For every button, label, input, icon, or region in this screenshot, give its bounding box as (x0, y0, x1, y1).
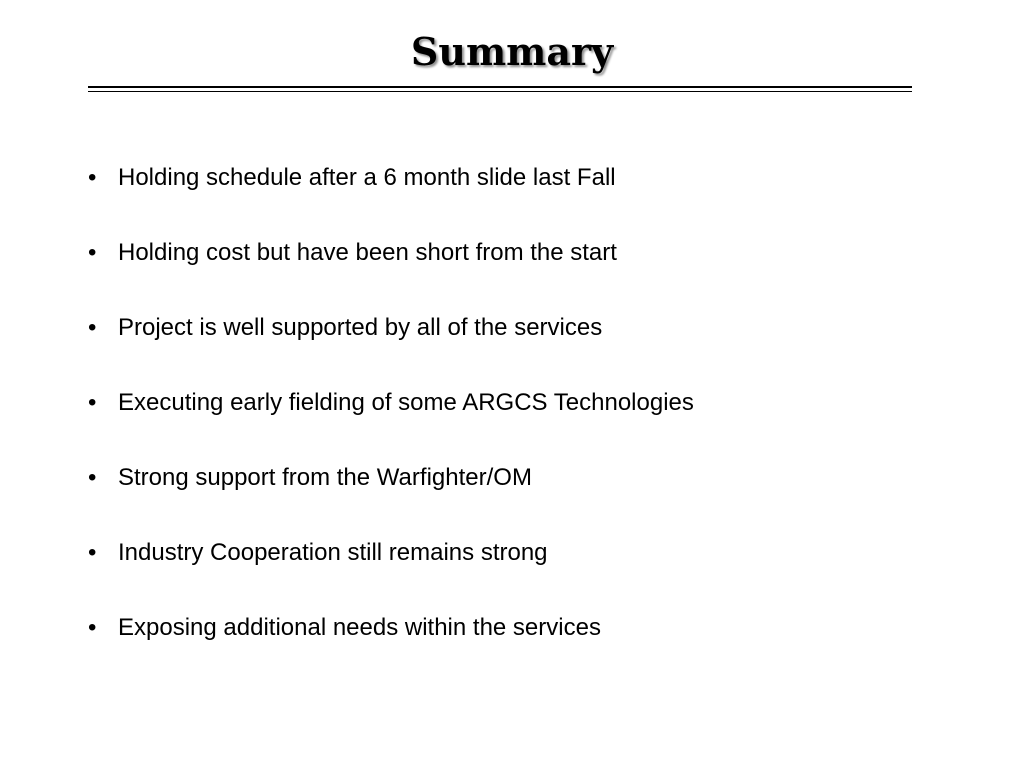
slide-title: Summary (410, 29, 614, 74)
bullet-item (86, 156, 694, 231)
bullet-item (86, 531, 694, 606)
bullet-icon: • (88, 539, 97, 566)
bullet-list (86, 156, 694, 681)
bullet-icon: • (88, 389, 97, 416)
bullet-text: Project is well supported by all of the services (118, 314, 603, 341)
bullet-item (86, 306, 694, 381)
bullet-text: Industry Cooperation still remains strong (118, 539, 548, 566)
bullet-text: Executing early fielding of some ARGCS Technologies (118, 389, 694, 416)
bullet-item (86, 231, 694, 306)
bullet-text: Strong support from the Warfighter/OM (118, 464, 532, 491)
bullet-icon: • (88, 314, 97, 341)
title-underline-rule (88, 86, 912, 92)
bullet-item (86, 606, 694, 681)
bullet-icon: • (88, 239, 97, 266)
bullet-item (86, 456, 694, 531)
bullet-text: Holding schedule after a 6 month slide last Fall (118, 164, 616, 191)
bullet-icon: • (88, 614, 97, 641)
bullet-icon: • (88, 164, 97, 191)
bullet-icon: • (88, 464, 97, 491)
bullet-text: Holding cost but have been short from the start (118, 239, 617, 266)
bullet-item (86, 381, 694, 456)
bullet-text: Exposing additional needs within the services (118, 614, 601, 641)
